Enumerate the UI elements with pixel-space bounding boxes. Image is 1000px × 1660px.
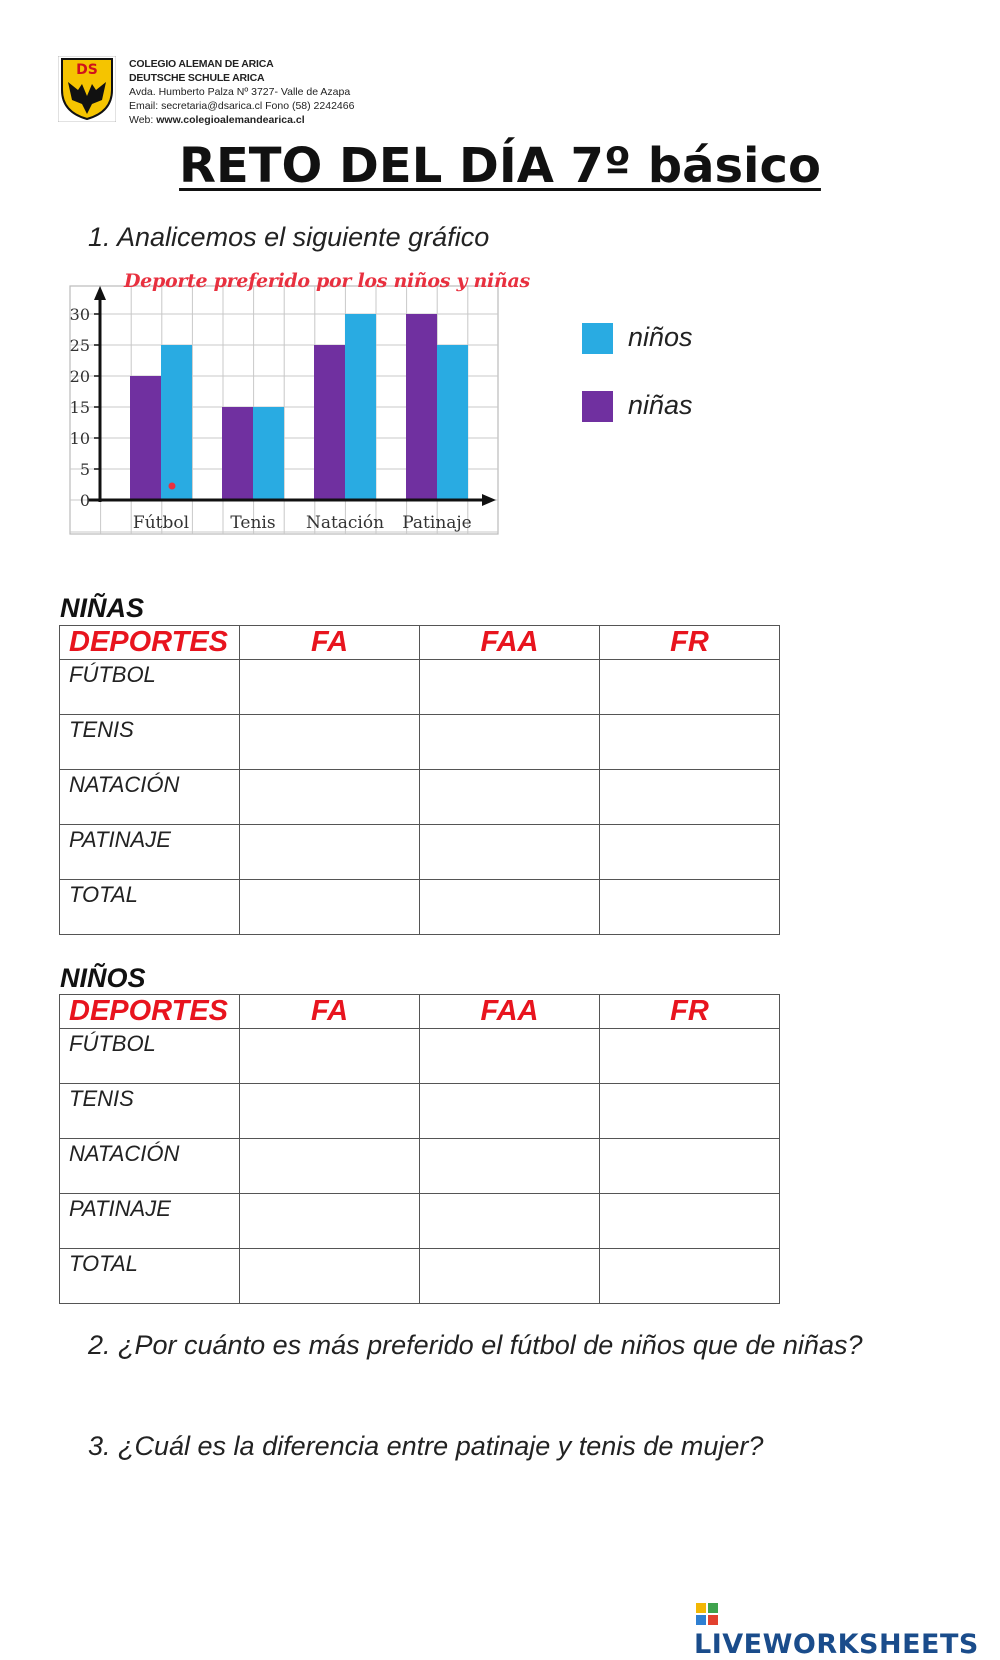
page-title-text: RETO DEL DÍA 7º básico [179, 138, 821, 194]
answer-cell[interactable] [420, 1084, 600, 1139]
chart-title: Deporte preferido por los niños y niñas [124, 270, 530, 292]
answer-cell[interactable] [420, 880, 600, 935]
answer-cell[interactable] [240, 1084, 420, 1139]
web-label: Web: [129, 114, 157, 126]
header-faa: FAA [420, 626, 600, 660]
school-web [129, 113, 354, 127]
bar-niñas-2 [314, 345, 345, 500]
answer-cell[interactable] [600, 715, 780, 770]
header-deportes: DEPORTES [60, 626, 240, 660]
header-fr: FR [600, 626, 780, 660]
row-label: TENIS [60, 1084, 240, 1139]
answer-cell[interactable] [240, 660, 420, 715]
answer-cell[interactable] [420, 1249, 600, 1304]
x-tick-label: Tenis [230, 513, 276, 533]
answer-cell[interactable] [420, 1139, 600, 1194]
y-tick-label: 20 [69, 367, 90, 386]
table-ninas [59, 625, 780, 935]
row-label: TENIS [60, 715, 240, 770]
table-ninos [59, 994, 780, 1304]
answer-cell[interactable] [240, 1194, 420, 1249]
page-title [0, 138, 1000, 194]
y-tick-label: 30 [69, 305, 90, 324]
header-fr: FR [600, 995, 780, 1029]
answer-cell[interactable] [240, 1139, 420, 1194]
answer-cell[interactable] [600, 660, 780, 715]
table-row [60, 880, 780, 935]
answer-cell[interactable] [240, 1249, 420, 1304]
legend-label-ninas: niñas [628, 390, 693, 420]
x-tick-label: Patinaje [402, 513, 472, 533]
table-header-row [60, 995, 780, 1029]
answer-cell[interactable] [420, 1029, 600, 1084]
y-tick-label: 25 [69, 336, 90, 355]
answer-cell[interactable] [420, 715, 600, 770]
y-tick-label: 5 [79, 460, 90, 479]
answer-cell[interactable] [600, 825, 780, 880]
table-header-row [60, 626, 780, 660]
header-deportes: DEPORTES [60, 995, 240, 1029]
row-label: PATINAJE [60, 1194, 240, 1249]
svg-text:DS: DS [76, 62, 98, 78]
answer-cell[interactable] [240, 1029, 420, 1084]
question-1: 1. Analicemos el siguiente gráfico [88, 222, 490, 252]
table-row [60, 1084, 780, 1139]
answer-cell[interactable] [240, 770, 420, 825]
row-label: NATACIÓN [60, 1139, 240, 1194]
x-tick-label: Natación [305, 513, 385, 533]
row-label: FÚTBOL [60, 1029, 240, 1084]
web-url: www.colegioalemandearica.cl [156, 114, 305, 126]
table-row [60, 1139, 780, 1194]
school-contact: Email: secretaria@dsarica.cl Fono (58) 2242466 [129, 100, 355, 112]
row-label: TOTAL [60, 1249, 240, 1304]
section-label-ninos: NIÑOS [60, 963, 146, 993]
answer-cell[interactable] [600, 1029, 780, 1084]
question-3: 3. ¿Cuál es la diferencia entre patinaje y tenis de mujer? [88, 1431, 764, 1461]
school-name: COLEGIO ALEMAN DE ARICA [129, 58, 274, 70]
row-label: TOTAL [60, 880, 240, 935]
bar-niñas-1 [222, 407, 253, 500]
table-row [60, 715, 780, 770]
school-address: Avda. Humberto Palza Nº 3727- Valle de Azapa [129, 86, 351, 98]
legend-swatch-ninas [582, 391, 613, 422]
y-tick-label: 15 [69, 398, 90, 417]
answer-cell[interactable] [420, 660, 600, 715]
answer-cell[interactable] [600, 770, 780, 825]
bar-niñas-3 [406, 314, 437, 500]
legend-label-ninos: niños [628, 322, 693, 352]
row-label: FÚTBOL [60, 660, 240, 715]
liveworksheets-brand [694, 1598, 1000, 1660]
header-fa: FA [240, 995, 420, 1029]
header-fa: FA [240, 626, 420, 660]
table-row [60, 770, 780, 825]
table-row [60, 1029, 780, 1084]
table-row [60, 660, 780, 715]
table-row [60, 1249, 780, 1304]
x-tick-label: Fútbol [132, 513, 190, 533]
row-label: NATACIÓN [60, 770, 240, 825]
answer-cell[interactable] [420, 1194, 600, 1249]
answer-cell[interactable] [600, 1249, 780, 1304]
answer-cell[interactable] [600, 1084, 780, 1139]
row-label: PATINAJE [60, 825, 240, 880]
legend-swatch-ninos [582, 323, 613, 354]
school-logo [58, 56, 116, 122]
bar-niñas-0 [130, 376, 161, 500]
section-label-ninas: NIÑAS [60, 593, 145, 623]
answer-cell[interactable] [600, 1194, 780, 1249]
answer-cell[interactable] [240, 880, 420, 935]
bar-niños-1 [253, 407, 284, 500]
bar-niños-2 [345, 314, 376, 500]
brand-text: LIVEWORKSHEETS [694, 1629, 979, 1660]
answer-cell[interactable] [600, 1139, 780, 1194]
bar-niños-3 [437, 345, 468, 500]
answer-cell[interactable] [240, 825, 420, 880]
bar-niños-0 [161, 345, 192, 500]
bar-chart [68, 266, 528, 562]
answer-cell[interactable] [420, 825, 600, 880]
answer-cell[interactable] [420, 770, 600, 825]
y-tick-label: 0 [79, 491, 90, 510]
answer-cell[interactable] [600, 880, 780, 935]
school-name-de: DEUTSCHE SCHULE ARICA [129, 72, 265, 84]
school-info [129, 57, 354, 127]
question-2: 2. ¿Por cuánto es más preferido el fútbol de niños que de niñas? [88, 1330, 863, 1360]
header-faa: FAA [420, 995, 600, 1029]
answer-cell[interactable] [240, 715, 420, 770]
y-tick-label: 10 [69, 429, 90, 448]
table-row [60, 1194, 780, 1249]
table-row [60, 825, 780, 880]
